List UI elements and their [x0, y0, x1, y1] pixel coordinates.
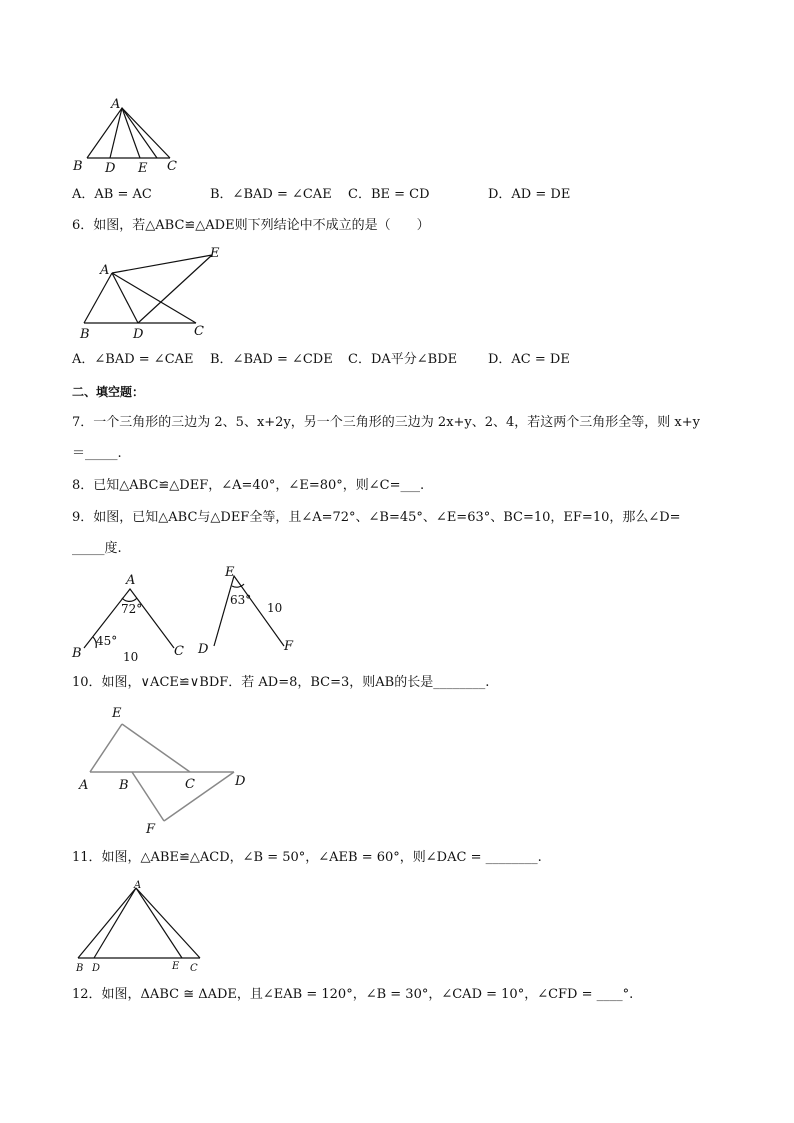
- q10-text: 10．如图，∨ACE≌∨BDF．若 AD=8，BC=3，则AB的长是________.: [72, 675, 490, 690]
- section-title-fill-in: 二、填空题：: [72, 385, 145, 399]
- q5-label-C: C: [167, 159, 177, 174]
- q10-label-F: F: [146, 822, 156, 837]
- q5-label-B: B: [73, 159, 83, 174]
- q6-label-C: C: [194, 324, 204, 339]
- q9-side-BC: 10: [123, 650, 139, 664]
- q6-option-a: A．∠BAD = ∠CAE: [72, 352, 194, 367]
- q11-label-C: C: [190, 963, 198, 974]
- q9-label-C: C: [174, 644, 184, 659]
- q10-label-B: B: [119, 778, 129, 793]
- q11-label-B: B: [76, 963, 84, 974]
- q6-figure: [72, 246, 232, 342]
- q8-text: 8．已知△ABC≌△DEF，∠A=40°，∠E=80°，则∠C=___.: [72, 478, 425, 493]
- q6-label-E: E: [210, 246, 220, 261]
- q9-line2: _____度.: [72, 541, 122, 556]
- q6-label-B: B: [80, 327, 90, 342]
- q9-angle-E: 63°: [230, 593, 252, 607]
- q7-line1: 7．一个三角形的三边为 2、5、x+2y，另一个三角形的三边为 2x+y、2、4，若这两个三角形全等，则 x+y: [72, 415, 700, 430]
- q10-label-A: A: [79, 778, 89, 793]
- q9-label-B: B: [72, 646, 82, 661]
- q5-option-c: C．BE = CD: [348, 187, 430, 202]
- q12-text: 12．如图，ΔABC ≅ ΔADE，且∠EAB = 120°，∠B = 30°，∠CAD = 10°，∠CFD = ____°.: [72, 987, 634, 1002]
- q6-option-c: C．DA平分∠BDE: [348, 352, 458, 367]
- q10-label-E: E: [112, 706, 122, 721]
- q5-label-A: A: [111, 97, 121, 112]
- q10-figure: [72, 702, 262, 838]
- q9-label-E: E: [225, 565, 235, 580]
- q9-angle-B: 45°: [96, 634, 118, 648]
- q9-angle-A: 72°: [121, 602, 143, 616]
- q9-side-EF: 10: [267, 601, 283, 615]
- q9-figure: [70, 562, 330, 664]
- q11-label-D: D: [92, 963, 101, 974]
- q6-label-A: A: [100, 263, 110, 278]
- q7-line2: ＝_____.: [72, 446, 122, 461]
- q11-text: 11．如图，△ABE≌△ACD，∠B = 50°，∠AEB = 60°，则∠DAC = ________.: [72, 850, 542, 865]
- q11-figure: [72, 876, 212, 976]
- q6-option-b: B．∠BAD = ∠CDE: [210, 352, 333, 367]
- q6-stem: 6．如图，若△ABC≌△ADE则下列结论中不成立的是（ ）: [72, 218, 430, 233]
- q5-option-a: A．AB = AC: [72, 187, 152, 202]
- q5-figure: [70, 96, 190, 180]
- q10-label-D: D: [235, 774, 246, 789]
- q5-label-D: D: [105, 161, 116, 176]
- q9-line1: 9．如图，已知△ABC与△DEF全等，且∠A=72°、∠B=45°、∠E=63°、BC=10，EF=10，那么∠D=: [72, 510, 681, 525]
- q9-label-D: D: [198, 642, 209, 657]
- q11-label-A: A: [134, 880, 142, 891]
- q11-label-E: E: [172, 961, 180, 972]
- q6-option-d: D．AC = DE: [488, 352, 570, 367]
- q9-label-F: F: [284, 639, 294, 654]
- q5-label-E: E: [138, 161, 148, 176]
- q6-label-D: D: [133, 327, 144, 342]
- q5-option-d: D．AD = DE: [488, 187, 571, 202]
- q10-label-C: C: [185, 777, 195, 792]
- q9-label-A: A: [126, 573, 136, 588]
- q5-option-b: B．∠BAD = ∠CAE: [210, 187, 332, 202]
